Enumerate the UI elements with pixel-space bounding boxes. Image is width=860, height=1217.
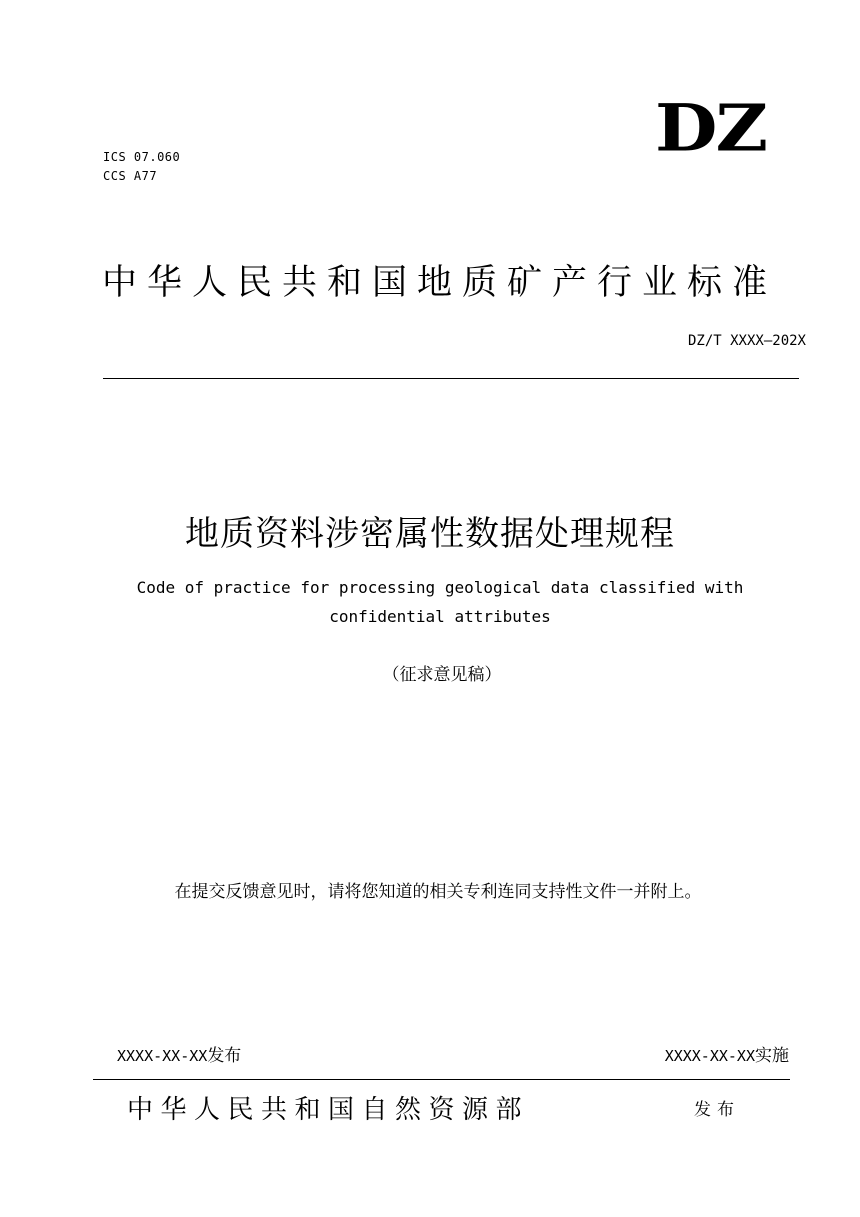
issuer-title: 中华人民共和国地质矿产行业标准 [102, 263, 778, 303]
header-divider [103, 378, 799, 379]
implement-label: 实施 [755, 1046, 789, 1066]
implement-date-group [665, 1043, 789, 1069]
release-label: 发布 [207, 1046, 242, 1066]
implement-date: XXXX-XX-XX [664, 1047, 755, 1065]
english-title [90, 573, 790, 631]
release-date: XXXX-XX-XX [117, 1047, 208, 1065]
ics-code: ICS 07.060 [103, 150, 181, 164]
ccs-code: CCS A77 [103, 169, 158, 183]
issuing-authority: 中华人民共和国自然资源部 [127, 1095, 530, 1125]
standard-number: DZ/T XXXX—202X [687, 333, 806, 349]
english-title-line-2: confidential attributes [329, 607, 551, 626]
footer-divider [93, 1079, 790, 1080]
release-date-group [117, 1043, 241, 1069]
patent-note: 在提交反馈意见时，请将您知道的相关专利连同支持性文件一并附上。 [174, 882, 702, 902]
date-row [117, 1043, 789, 1069]
standard-logo: DZ [655, 89, 766, 166]
draft-status: （征求意见稿） [382, 665, 502, 685]
publish-label: 发布 [694, 1100, 740, 1120]
classification-codes [103, 148, 180, 186]
document-title: 地质资料涉密属性数据处理规程 [185, 514, 675, 554]
english-title-line-1: Code of practice for processing geological data classified with [136, 578, 744, 597]
